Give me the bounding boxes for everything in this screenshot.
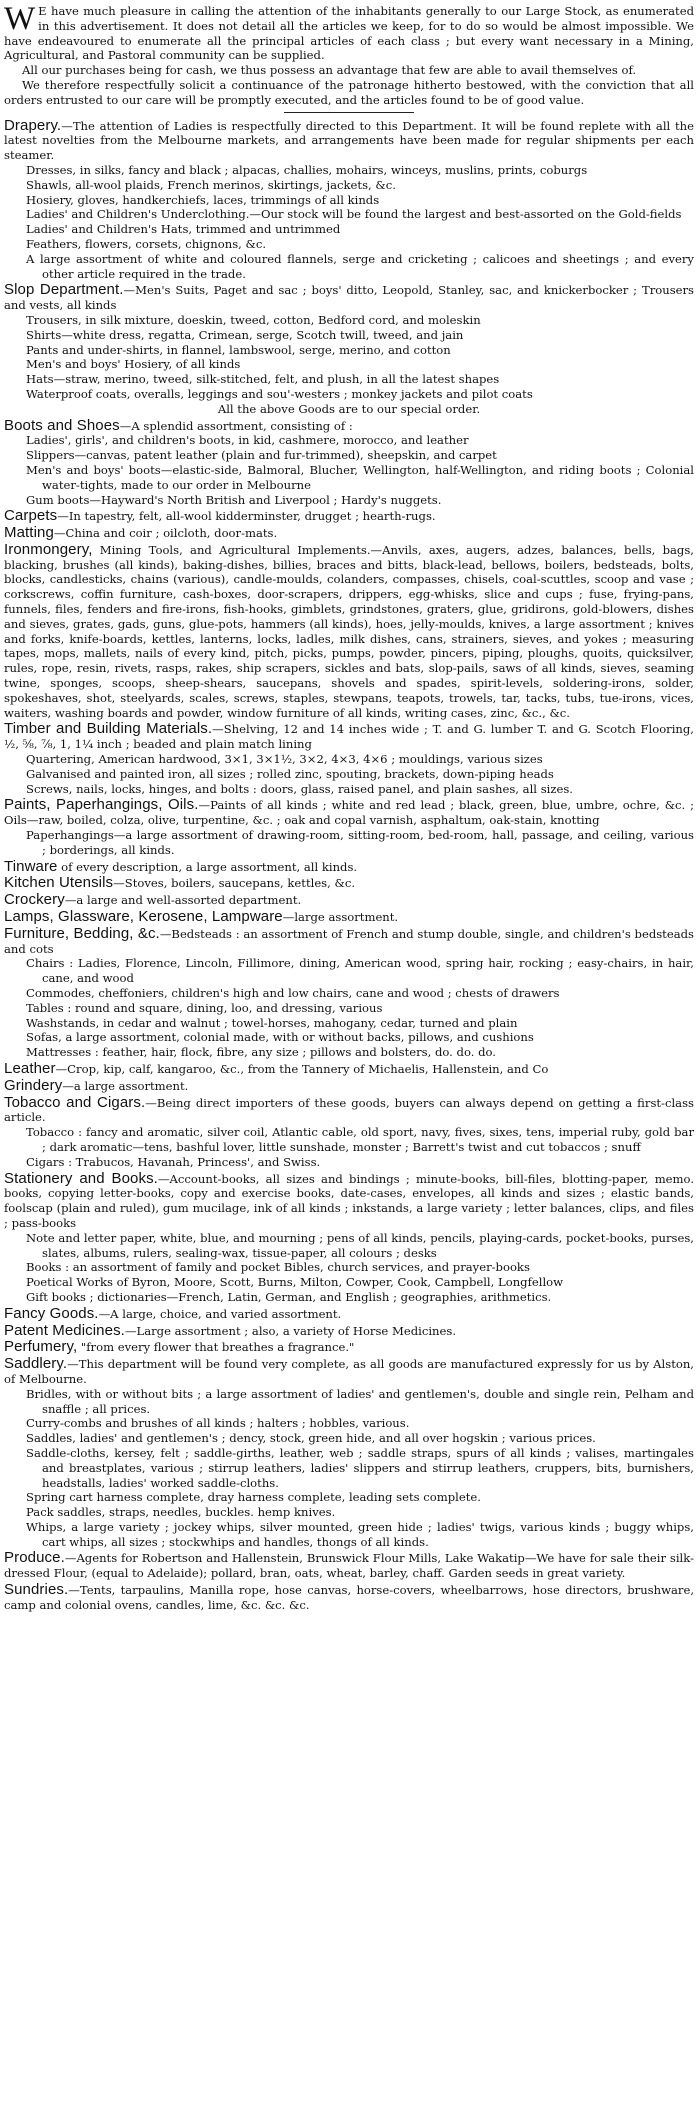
section-intro: —Men's Suits, Paget and sac ; boys' ditto, Leopold, Stanley, sac, and knickerbocker ; Trousers and vests, all kinds [4, 283, 694, 313]
section [4, 116, 694, 282]
intro-paragraph: All our purchases being for cash, we thus possess an advantage that few are able to avail themselves of. [22, 63, 637, 78]
section-lead [4, 526, 694, 541]
section-heading: Tinware [4, 857, 58, 875]
list-item: Men's and boys' boots—elastic-side, Balmoral, Blucher, Wellington, half-Wellington, and riding boots ; Colonial water-tights, made to our order in Melbourne [26, 462, 694, 492]
section [4, 910, 694, 925]
section [4, 924, 694, 1060]
section [4, 283, 694, 416]
section-lead [4, 416, 694, 434]
section-heading: Leather [4, 1059, 56, 1077]
list-item: Shirts—white dress, regatta, Crimean, serge, Scotch twill, tweed, and jain [26, 327, 464, 342]
list-item: Trousers, in silk mixture, doeskin, tweed, cotton, Bedford cord, and moleskin [26, 312, 481, 327]
section-lead [4, 116, 694, 163]
list-item: Quartering, American hardwood, 3×1, 3×1½, 3×2, 4×3, 4×6 ; mouldings, various sizes [26, 752, 543, 767]
list-item: Cigars : Trabucos, Havanah, Princess', and Swiss. [26, 1154, 321, 1169]
section-lead [4, 1059, 694, 1077]
section-intro: of every description, a large assortment, all kinds. [57, 859, 358, 874]
section-intro: —Being direct importers of these goods, buyers can always depend on getting a first-class article. [4, 1095, 694, 1125]
section-intro: —A splendid assortment, consisting of : [119, 418, 353, 433]
list-item: Feathers, flowers, corsets, chignons, &c. [26, 236, 267, 251]
list-item: Hosiery, gloves, handkerchiefs, laces, trimmings of all kinds [26, 192, 380, 207]
section [4, 1169, 695, 1305]
section-intro: —Stoves, boilers, saucepans, kettles, &c. [113, 876, 356, 891]
section [4, 722, 694, 796]
section [4, 540, 694, 721]
section-heading: Sundries. [4, 1581, 69, 1599]
section-lead [4, 1340, 694, 1355]
list-item: Slippers—canvas, patent leather (plain and fur-trimmed), sheepskin, and carpet [26, 448, 497, 463]
section-heading: Slop Department. [4, 281, 124, 299]
section-intro: —The attention of Ladies is respectfully directed to this Department. It will be found replete with all the latest novelties from the Melbourne markets, and arrangements have been made for regular shipments per each steamer. [4, 118, 694, 163]
section-intro: "from every flower that breathes a fragrance." [77, 1340, 355, 1355]
list-item: Poetical Works of Byron, Moore, Scott, Burns, Milton, Cowper, Cook, Campbell, Longfellow [26, 1275, 564, 1290]
list-item: Shawls, all-wool plaids, French merinos, skirtings, jackets, &c. [26, 177, 396, 192]
section-lead [4, 876, 694, 891]
list-item: Saddles, ladies' and gentlemen's ; dency, stock, green hide, and all over hogskin ; various prices. [26, 1431, 596, 1446]
section-heading: Lamps, Glassware, Kerosene, Lampware [4, 908, 283, 926]
list-item: Galvanised and painted iron, all sizes ; rolled zinc, spouting, brackets, down-piping heads [26, 766, 554, 781]
section-lead [4, 1551, 694, 1581]
list-item: Bridles, with or without bits ; a large assortment of ladies' and gentlemen's, double and single rein, Pelham and snaffle ; all prices. [26, 1386, 694, 1416]
section-lead [4, 924, 694, 957]
section [4, 1321, 694, 1339]
section-lead [4, 722, 694, 752]
section [4, 876, 694, 891]
section [4, 1551, 694, 1581]
list-item: Ladies' and Children's Hats, trimmed and untrimmed [26, 222, 341, 237]
section-lead [4, 1093, 694, 1126]
intro-paragraph: We therefore respectfully solicit a continuance of the patronage hitherto bestowed, with the conviction that all orders entrusted to our care will be promptly executed, and the articles found to be of good value. [4, 77, 694, 107]
list-item: Men's and boys' Hosiery, of all kinds [26, 357, 241, 372]
list-item: Paperhangings—a large assortment of drawing-room, sitting-room, bed-room, hall, passage, and ceiling, various ; borderings, all kinds. [26, 828, 694, 857]
list-item: Pack saddles, straps, needles, buckles. hemp knives. [26, 1505, 336, 1520]
section [4, 1076, 694, 1094]
section-heading: Tobacco and Cigars. [4, 1093, 146, 1111]
section-heading: Perfumery, [4, 1338, 78, 1356]
section-intro: —Agents for Robertson and Hallenstein, Brunswick Flour Mills, Lake Wakatip—We have for sale their silk-dressed Flour, (equal to Adelaide); pollard, bran, oats, wheat, barley, chaff. Garden seeds in great variety. [4, 1551, 694, 1581]
list-item: Ladies' and Children's Underclothing.—Our stock will be found the largest and best-assorted on the Gold-fields [26, 207, 682, 222]
section [4, 1357, 694, 1549]
list-item: Chairs : Ladies, Florence, Lincoln, Fillimore, dining, American wood, spring hair, rocking ; easy-chairs, in hair, cane, and wood [26, 956, 694, 986]
section-lead [4, 1169, 695, 1231]
section-lead [4, 540, 694, 721]
section-heading: Kitchen Utensils [4, 874, 114, 892]
list-item: Sofas, a large assortment, colonial made, with or without backs, pillows, and cushions [26, 1030, 534, 1045]
section-intro: —Tents, tarpaulins, Manilla rope, hose canvas, horse-covers, wheelbarrows, hose directors, brushware, camp and colonial ovens, candles, lime, &c. &c. &c. [4, 1583, 694, 1612]
section-intro: —Paints of all kinds ; white and red lead ; black, green, blue, umbre, ochre, &c. ; Oils—raw, boiled, colza, olive, turpentine, &c. ; oak and copal varnish, asphaltum, oak-stain, knotting [4, 798, 695, 828]
section [4, 1340, 694, 1355]
section-lead [4, 1076, 694, 1094]
section-lead [4, 1583, 694, 1613]
section-heading: Grindery [4, 1076, 63, 1094]
section-heading: Boots and Shoes [4, 416, 120, 434]
section [4, 1304, 694, 1322]
section-intro: —Crop, kip, calf, kangaroo, &c., from the Tannery of Michaelis, Hallenstein, and Co [55, 1061, 549, 1076]
list-item: Saddle-cloths, kersey, felt ; saddle-girths, leather, web ; saddle straps, spurs of all kinds ; valises, martingales and breastplates, various ; stirrup leathers, ladies' slippers and stirrup leathers, cruppers, bits, burnishers, headstalls, ladies' worked saddle-cloths. [26, 1445, 694, 1490]
list-item: Spring cart harness complete, dray harness complete, leading sets complete. [26, 1490, 481, 1505]
list-item: A large assortment of white and coloured flannels, serge and cricketing ; calicoes and sheetings ; and every other article required in the trade. [26, 251, 694, 281]
section-heading: Drapery. [4, 116, 62, 134]
list-item: Curry-combs and brushes of all kinds ; halters ; hobbles, various. [26, 1416, 410, 1431]
section-lead [4, 283, 694, 313]
section-footer-note: All the above Goods are to our special order. [217, 401, 481, 416]
section-lead [4, 798, 694, 828]
section [4, 798, 694, 857]
section-heading: Carpets [4, 507, 58, 525]
section-intro: —Account-books, all sizes and bindings ; minute-books, bill-files, blotting-paper, memo. books, copying letter-books, copy and exercise books, date-cases, envelopes, all kinds and sizes ; elastic bands, foolscap (plain and ruled), gum mucilage, ink of all kinds ; inkstands, a large variety ; letter balances, clips, and files ; pass-books [4, 1171, 695, 1230]
section [4, 1583, 694, 1613]
list-item: Books : an assortment of family and pocket Bibles, church services, and prayer-books [26, 1260, 530, 1275]
list-item: Ladies', girls', and children's boots, in kid, cashmere, morocco, and leather [26, 433, 469, 448]
list-item: Note and letter paper, white, blue, and mourning ; pens of all kinds, pencils, playing-cards, pocket-books, purses, slates, albums, rulers, sealing-wax, tissue-paper, all colours ; desks [26, 1230, 694, 1260]
intro-paragraph: W E have much pleasure in calling the attention of the inhabitants generally to our Large Stock, as enumerated in this advertisement. It does not detail all the articles we keep, for to do so would be almost impossible. We have endeavoured to enumerate all the principal articles of each class ; but every want necessary in a Mining, Agricultural, and Pastoral community can be supplied. [4, 1, 694, 63]
section-lead [4, 857, 694, 875]
section [4, 526, 694, 541]
section [4, 857, 694, 875]
section-intro: —In tapestry, felt, all-wool kidderminster, drugget ; hearth-rugs. [57, 509, 436, 524]
list-item: Hats—straw, merino, tweed, silk-stitched, felt, and plush, in all the latest shapes [26, 372, 500, 387]
list-item: Gum boots—Hayward's North British and Liverpool ; Hardy's nuggets. [26, 492, 442, 507]
section-intro: —Shelving, 12 and 14 inches wide ; T. and G. lumber T. and G. Scotch Flooring, ½, ⅝, ⅞, 1, 1¼ inch ; beaded and plain match lining [4, 722, 694, 752]
section-lead [4, 509, 694, 524]
section-intro: —large assortment. [282, 910, 399, 925]
section-heading: Saddlery. [4, 1355, 68, 1373]
section-lead [4, 1321, 694, 1339]
intro [4, 1, 694, 108]
section-heading: Crockery [4, 891, 65, 909]
section-intro: —Large assortment ; also, a variety of Horse Medicines. [124, 1323, 456, 1338]
section-lead [4, 1304, 694, 1322]
divider-rule [284, 112, 414, 113]
section-intro: —a large and well-assorted department. [64, 893, 302, 908]
section-intro: —China and coir ; oilcloth, door-mats. [53, 526, 278, 541]
section-heading: Matting [4, 524, 54, 542]
section [4, 1059, 694, 1077]
section-heading: Paints, Paperhangings, Oils. [4, 796, 199, 814]
catalogue-sections [4, 116, 695, 1613]
list-item: Dresses, in silks, fancy and black ; alpacas, challies, mohairs, winceys, muslins, prints, coburgs [26, 162, 588, 177]
section-heading: Fancy Goods. [4, 1304, 99, 1322]
list-item: Tobacco : fancy and aromatic, silver coil, Atlantic cable, old sport, navy, fives, sixes, tens, imperial ruby, gold bar ; dark aromatic—tens, bashful lover, little sunshade, monster ; Barrett's twist and cut tobaccos ; snuff [26, 1125, 694, 1154]
list-item: Tables : round and square, dining, loo, and dressing, various [26, 1000, 383, 1015]
section-heading: Patent Medicines. [4, 1321, 125, 1339]
list-item: Commodes, cheffoniers, children's high and low chairs, cane and wood ; chests of drawers [26, 986, 560, 1000]
list-item: Screws, nails, locks, hinges, and bolts : doors, glass, raised panel, and plain sashes, all sizes. [26, 781, 573, 796]
list-item: Washstands, in cedar and walnut ; towel-horses, mahogany, cedar, turned and plain [26, 1015, 518, 1030]
section [4, 416, 694, 508]
section [4, 509, 694, 524]
list-item: Waterproof coats, overalls, leggings and sou'-westers ; monkey jackets and pilot coats [26, 386, 533, 401]
section-heading: Ironmongery, [4, 540, 93, 558]
section-intro: —A large, choice, and varied assortment. [98, 1306, 342, 1321]
section-lead [4, 1357, 694, 1387]
section-heading: Furniture, Bedding, &c. [4, 924, 160, 942]
section-heading: Timber and Building Materials. [4, 720, 213, 738]
section-intro: —This department will be found very complete, as all goods are manufactured expressly for us by Alston, of Melbourne. [4, 1357, 694, 1386]
section [4, 1093, 694, 1170]
section-intro: Mining Tools, and Agricultural Implements.—Anvils, axes, augers, adzes, balances, bells, bags, blacking, brushes (all kinds), baking-dishes, billies, braces and bitts, black-lead, bellows, boilers, bedsteads, bolts, blocks, candlesticks, chains (various), candle-moulds, colanders, compasses, chisels, coal-scuttles, scoop and vase ; corkscrews, coffin furniture, cash-boxes, door-scrapers, drippers, egg-whisks, slice and cups ; fuse, frying-pans, funnels, files, fenders and fire-irons, fish-hooks, gimblets, grindstones, graters, glue, gridirons, gold-blowers, dishes and sieves, grates, gads, guns, glue-pots, hammers (all kinds), hoes, jelly-moulds, knives, a large assortment ; knives and forks, knife-boards, kettles, lanterns, locks, ladles, milk dishes, cans, strainers, sieves, and yokes ; measuring tapes, mops, mallets, nails of every kind, pitch, picks, pumps, powder, pincers, piping, ploughs, quoits, quicksilver, rules, rope, resin, rivets, rasps, rakes, ship scrapers, sickles and bats, slop-pails, saws of all kinds, sieves, seaming twine, sponges, scoops, sheep-shears, saucepans, shovels and spades, spirit-levels, soldering-irons, solder, spokeshaves, shot, steelyards, scales, screws, staples, stewpans, teapots, trowels, tar, tacks, tubs, tue-irons, vices, waiters, washing boards and powder, window furniture of all kinds, writing cases, zinc, &c., &c. [4, 542, 694, 720]
section-heading: Produce. [4, 1549, 65, 1567]
list-item: Whips, a large variety ; jockey whips, silver mounted, green hide ; ladies' twigs, various kinds ; buggy whips, cart whips, all sizes ; stockwhips and handles, thongs of all kinds. [26, 1519, 694, 1549]
section-lead [4, 910, 694, 925]
section-intro: —a large assortment. [62, 1078, 189, 1093]
section-heading: Stationery and Books. [4, 1169, 158, 1187]
section-intro: —Bedsteads : an assortment of French and stump double, single, and children's bedsteads and cots [4, 926, 694, 956]
section-lead [4, 893, 694, 908]
section [4, 893, 694, 908]
list-item: Pants and under-shirts, in flannel, lambswool, serge, merino, and cotton [26, 342, 451, 357]
list-item: Gift books ; dictionaries—French, Latin, German, and English ; geographies, arithmetics. [26, 1289, 552, 1304]
list-item: Mattresses : feather, hair, flock, fibre, any size ; pillows and bolsters, do. do. do. [26, 1045, 496, 1060]
drop-cap: W [4, 1, 36, 37]
